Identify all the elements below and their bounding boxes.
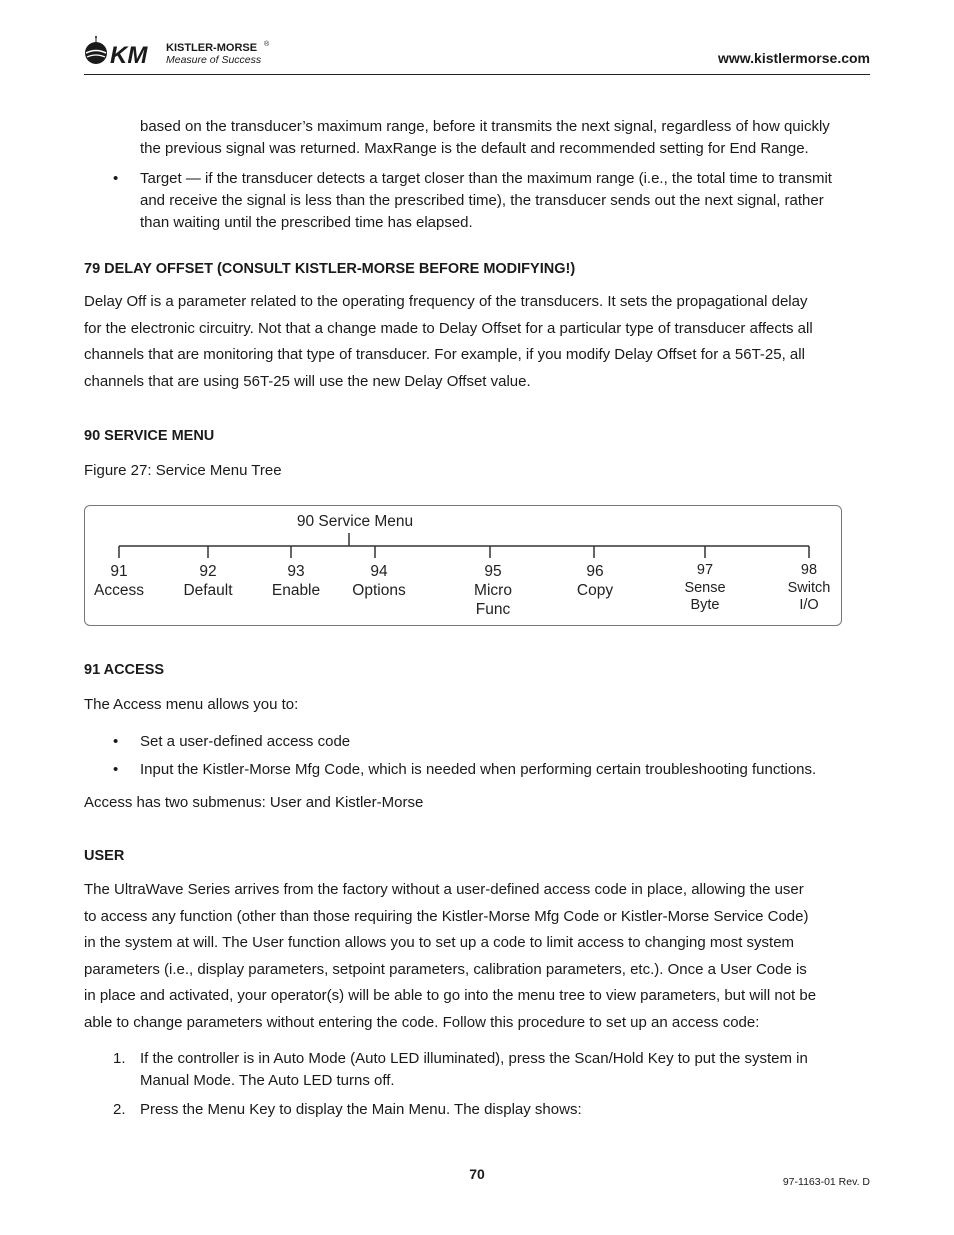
node-number: 96 [586,563,604,580]
text-line: Target — if the transducer detects a target closer than the maximum range (i.e., the total time to transmit [140,170,832,187]
text-line: than waiting until the prescribed time has elapsed. [140,214,473,231]
node-label-line2: I/O [799,597,819,613]
node-number: 91 [110,563,128,580]
bullet-dot: • [113,733,119,750]
continued-paragraph [140,116,830,160]
step-number: 2. [113,1101,126,1118]
text-line: Press the Menu Key to display the Main Menu. The display shows: [140,1101,582,1118]
tree-node-91 [79,562,159,600]
text-line: able to change parameters without entering the code. Follow this procedure to set up an access code: [84,1013,760,1031]
node-label: Micro [474,582,512,599]
text-line: based on the transducer’s maximum range, before it transmits the next signal, regardless of how quickly [140,118,830,135]
tree-node-97 [665,562,745,615]
access-submenus: Access has two submenus: User and Kistler-Morse [84,794,424,811]
tree-node-98 [769,562,849,615]
section-heading-access: 91 ACCESS [84,662,165,678]
user-paragraph [84,877,816,1036]
node-label: Enable [271,582,321,599]
page-number: 70 [469,1166,485,1182]
node-number: 94 [370,563,388,580]
delay-offset-paragraph [84,289,813,395]
section-heading-service-menu: 90 SERVICE MENU [84,428,215,444]
logo-globe-icon [85,42,107,64]
text-line: to access any function (other than those requiring the Kistler-Morse Mfg Code or Kistler-Morse Service Code) [84,907,809,925]
logo-name: KISTLER-MORSE [166,42,258,54]
text-line: in place and activated, your operator(s) will be able to go into the menu tree to view parameters, but will not be [84,987,817,1004]
text-line: the previous signal was returned. MaxRange is the default and recommended setting for End Range. [140,140,809,157]
node-label-line2: Byte [690,597,720,613]
step-text [140,1048,808,1092]
text-line: Delay Off is a parameter related to the operating frequency of the transducers. It sets the propagational delay [84,293,808,310]
section-heading-user: USER [84,848,125,864]
target-bullet-text [140,168,832,234]
node-label: Default [183,582,233,599]
step-text [140,1099,582,1121]
node-number: 95 [484,563,502,580]
page-header [84,34,870,75]
logo-registered: ® [264,41,270,48]
tree-node-94 [339,562,419,600]
text-line: channels that are using 56T-25 will use the new Delay Offset value. [84,372,531,390]
tree-root-node: 90 Service Menu [296,513,414,530]
node-number: 93 [287,563,305,580]
node-number: 97 [696,562,714,578]
node-label-line2: Func [475,601,511,618]
kistler-morse-logo [84,34,284,70]
node-number: 98 [800,562,818,578]
tree-node-96 [555,562,635,600]
node-number: 92 [199,563,217,580]
text-line: Manual Mode. The Auto LED turns off. [140,1072,395,1089]
tree-node-93 [256,562,336,600]
node-label: Copy [576,582,614,599]
text-line: in the system at will. The User function allows you to set up a code to limit access to changing most system [84,934,795,951]
step-number: 1. [113,1050,126,1067]
text-line: parameters (i.e., display parameters, setpoint parameters, calibration parameters, etc.). Once a User Code is [84,960,807,978]
bullet-dot: • [113,761,119,778]
logo-mark: KM [110,42,148,69]
service-menu-tree-figure [84,505,842,626]
tree-node-92 [168,562,248,600]
figure-caption: Figure 27: Service Menu Tree [84,462,282,479]
access-bullet: Input the Kistler-Morse Mfg Code, which is needed when performing certain troubleshooting functions. [140,761,817,778]
tree-node-95 [453,562,533,619]
text-line: for the electronic circuitry. Not that a change made to Delay Offset for a particular type of transducer affects all [84,319,813,337]
access-bullet: Set a user-defined access code [140,733,351,750]
text-line: channels that are monitoring that type of transducer. For example, if you modify Delay Offset for a 56T-25, all [84,346,805,363]
node-label: Options [352,582,406,599]
node-label: Access [94,582,144,599]
text-line: The UltraWave Series arrives from the factory without a user-defined access code in place, allowing the user [84,881,804,898]
access-intro: The Access menu allows you to: [84,696,299,713]
node-label: Sense [684,579,726,596]
section-heading-delay-offset: 79 DELAY OFFSET (CONSULT KISTLER-MORSE BEFORE MODIFYING!) [84,261,576,277]
node-label: Switch [787,579,831,596]
header-url[interactable]: www.kistlermorse.com [718,50,870,66]
document-revision: 97-1163-01 Rev. D [782,1176,870,1188]
logo-tagline: Measure of Success [166,54,262,66]
bullet-dot: • [113,170,119,187]
text-line: If the controller is in Auto Mode (Auto LED illuminated), press the Scan/Hold Key to put the system in [140,1050,808,1067]
text-line: and receive the signal is less than the prescribed time), the transducer sends out the next signal, rather [140,192,824,209]
